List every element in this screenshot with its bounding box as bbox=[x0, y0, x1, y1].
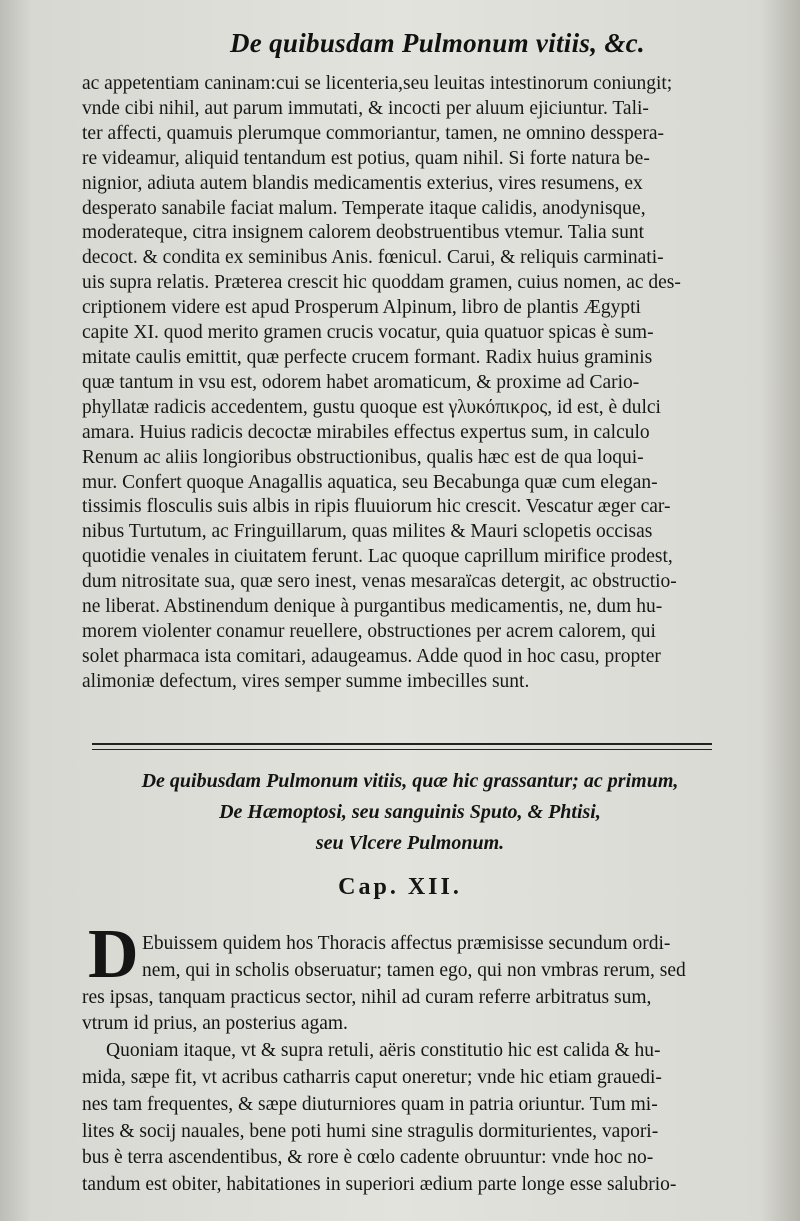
text-line: uis supra relatis. Præterea crescit hic quoddam gramen, cuius nomen, ac des- bbox=[82, 272, 681, 294]
text-line: desperato sanabile faciat malum. Temperate itaque calidis, anodynisque, bbox=[82, 197, 646, 219]
text-line: amara. Huius radicis decoctæ mirabiles effectus expertus sum, in calculo bbox=[82, 421, 650, 443]
text-line: decoct. & condita ex seminibus Anis. fœnicul. Carui, & reliquis carminati- bbox=[82, 247, 664, 269]
text-line: mitate caulis emittit, quæ perfecte crucem formant. Radix huius graminis bbox=[82, 346, 653, 368]
text-line: moderateque, citra insignem calorem deobstruentibus vtemur. Talia sunt bbox=[82, 222, 644, 244]
text-line: vtrum id prius, an posterius agam. bbox=[82, 1013, 348, 1035]
text-line: tandum est obiter, habitationes in superiori ædium parte longe esse salubrio- bbox=[82, 1174, 677, 1196]
text-line: nibus Turtutum, ac Fringuillarum, quas milites & Mauri sclopetis occisas bbox=[82, 521, 653, 543]
text-line: quæ tantum in vsu est, odorem habet aromaticum, & proxime ad Cario- bbox=[82, 371, 640, 393]
text-line: alimoniæ defectum, vires semper summe imbecilles sunt. bbox=[82, 670, 530, 692]
text-line: nignior, adiuta autem blandis medicamentis exterius, vires resumens, ex bbox=[82, 172, 643, 194]
text-line: bus è terra ascendentibus, & rore è cœlo cadente obruuntur: vnde hoc no- bbox=[82, 1147, 654, 1169]
section-heading-line: De Hæmoptosi, seu sanguinis Sputo, & Phtisi, bbox=[219, 801, 601, 823]
text-line: re videamur, aliquid tentandum est potius, quam nihil. Si forte natura be- bbox=[82, 147, 650, 169]
text-line: tissimis flosculis suis albis in ripis fluuiorum hic crescit. Vescatur æger car- bbox=[82, 496, 671, 518]
text-line: nem, qui in scholis obseruatur; tamen ego, qui non vmbras rerum, sed bbox=[142, 959, 686, 981]
text-line: solet pharmaca ista comitari, adaugeamus. Adde quod in hoc casu, propter bbox=[82, 645, 661, 667]
text-line: res ipsas, tanquam practicus sector, nihil ad curam referre arbitratus sum, bbox=[82, 986, 652, 1008]
text-line: nes tam frequentes, & sæpe diuturniores quam in patria oriuntur. Tum mi- bbox=[82, 1093, 658, 1115]
text-line: Ebuissem quidem hos Thoracis affectus præmisisse secundum ordi- bbox=[142, 933, 671, 954]
text-line: mur. Confert quoque Anagallis aquatica, seu Becabunga quæ cum elegan- bbox=[82, 471, 658, 493]
drop-cap: D bbox=[88, 916, 139, 993]
text-line: ne liberat. Abstinendum denique à purgantibus medicamentis, ne, dum hu- bbox=[82, 596, 663, 618]
text-line: Renum ac aliis longioribus obstructionibus, qualis hæc est de qua loqui- bbox=[82, 446, 644, 468]
text-line: mida, sæpe fit, vt acribus catharris caput oneretur; vnde hic etiam grauedi- bbox=[82, 1066, 662, 1088]
text-line: dum nitrositate sua, quæ sero inest, venas mesaraïcas detergit, ac obstructio- bbox=[82, 571, 677, 593]
text-line: vnde cibi nihil, aut parum immutati, & incocti per aluum ejiciuntur. Tali- bbox=[82, 97, 649, 119]
chapter-text-block bbox=[82, 931, 737, 1199]
text-line: criptionem videre est apud Prosperum Alpinum, libro de plantis Ægypti bbox=[82, 297, 641, 319]
text-line: lites & socij nauales, bene poti humi sine stragulis dormiturientes, vapori- bbox=[82, 1120, 659, 1142]
section-heading-line: seu Vlcere Pulmonum. bbox=[315, 832, 505, 854]
chapter-label: Cap. XII. bbox=[338, 874, 462, 900]
text-line: ter affecti, quamuis plerumque commoriantur, tamen, ne omnino desspera- bbox=[82, 122, 665, 144]
text-line: quotidie venales in ciuitatem ferunt. Lac quoque caprillum mirifice prodest, bbox=[82, 546, 673, 568]
running-head: De quibusdam Pulmonum vitiis, &c. bbox=[230, 28, 645, 58]
section-heading-line: De quibusdam Pulmonum vitiis, quæ hic grassantur; ac primum, bbox=[141, 770, 679, 792]
text-line: Quoniam itaque, vt & supra retuli, aëris constitutio hic est calida & hu- bbox=[106, 1040, 661, 1062]
text-line: morem violenter conamur reuellere, obstructiones per acrem calorem, qui bbox=[82, 620, 656, 642]
body-text-block bbox=[82, 72, 737, 695]
text-line: ac appetentiam caninam:cui se licenteria,seu leuitas intestinorum coniungit; bbox=[82, 73, 673, 94]
section-divider bbox=[92, 749, 712, 750]
text-line: capite XI. quod merito gramen crucis vocatur, quia quatuor spicas è sum- bbox=[82, 322, 654, 344]
section-divider bbox=[92, 743, 712, 745]
text-line: phyllatæ radicis accedentem, gustu quoque est γλυκόπικρος, id est, è dulci bbox=[82, 396, 661, 418]
